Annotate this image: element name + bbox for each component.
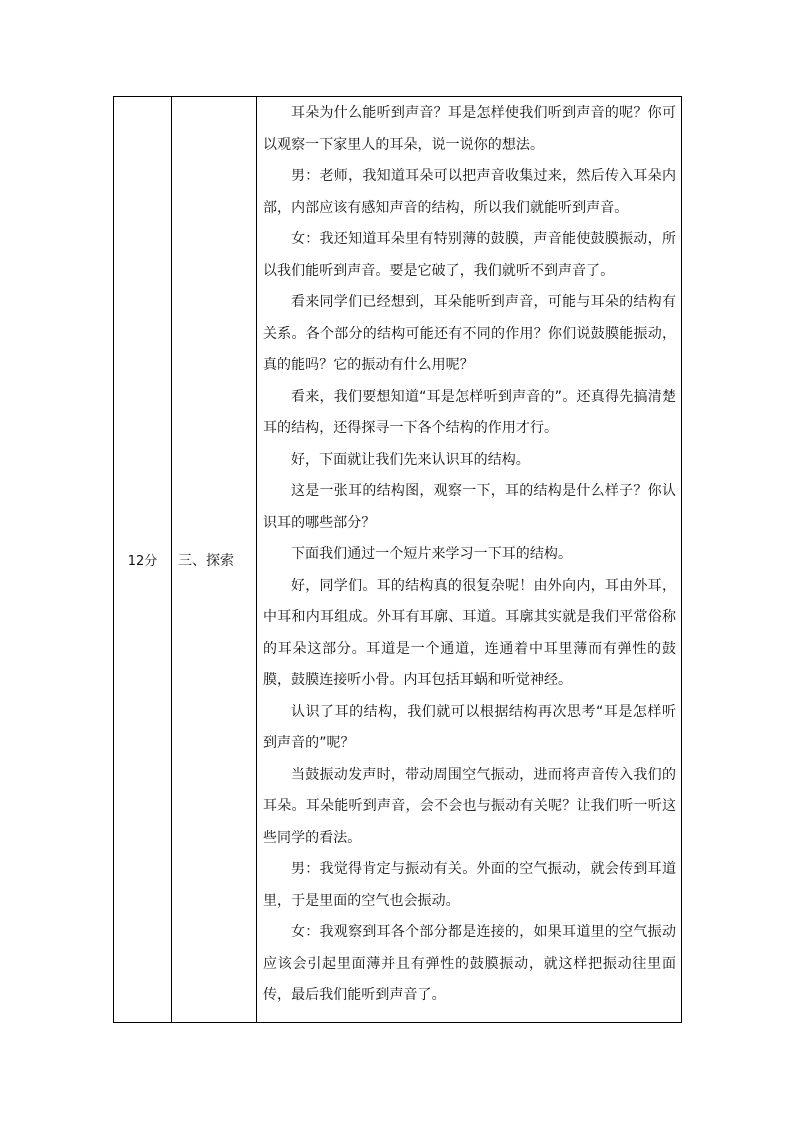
content-cell <box>257 97 682 1023</box>
paragraph: 男：我觉得肯定与振动有关。外面的空气振动，就会传到耳道里，于是里面的空气也会振动。 <box>263 861 676 909</box>
paragraph: 耳朵为什么能听到声音？耳是怎样使我们听到声音的呢？你可以观察一下家里人的耳朵，说一说你的想法。 <box>263 105 676 153</box>
paragraph: 男：老师，我知道耳朵可以把声音收集过来，然后传入耳朵内部，内部应该有感知声音的结构，所以我们就能听到声音。 <box>263 168 676 216</box>
time-allocation-cell: 12分 <box>114 97 172 1023</box>
paragraph: 好，下面就让我们先来认识耳的结构。 <box>291 451 530 468</box>
paragraph: 女：我还知道耳朵里有特别薄的鼓膜，声音能使鼓膜振动，所以我们能听到声音。要是它破了，我们就听不到声音了。 <box>263 231 676 279</box>
paragraph: 好，同学们。耳的结构真的很复杂呢！由外向内，耳由外耳，中耳和内耳组成。外耳有耳廓、耳道。耳廓其实就是我们平常俗称的耳朵这部分。耳道是一个通道，连通着中耳里薄而有弹性的鼓膜，鼓膜连接听小骨。内耳包括耳蜗和听觉神经。 <box>263 577 676 688</box>
lesson-plan-table <box>113 96 682 1023</box>
section-title-cell: 三、探索 <box>172 97 257 1023</box>
paragraph: 这是一张耳的结构图，观察一下，耳的结构是什么样子？你认识耳的哪些部分？ <box>263 483 676 531</box>
table-row <box>114 97 682 1023</box>
paragraph: 女：我观察到耳各个部分都是连接的，如果耳道里的空气振动应该会引起里面薄并且有弹性的鼓膜振动，就这样把振动往里面传，最后我们能听到声音了。 <box>263 924 676 1003</box>
paragraph: 看来，我们要想知道“耳是怎样听到声音的”。还真得先搞清楚耳的结构，还得探寻一下各个结构的作用才行。 <box>263 388 676 436</box>
paragraph: 下面我们通过一个短片来学习一下耳的结构。 <box>291 546 572 562</box>
paragraph: 认识了耳的结构，我们就可以根据结构再次思考“耳是怎样听到声音的”呢？ <box>263 703 676 751</box>
paragraph: 当鼓振动发声时，带动周围空气振动，进而将声音传入我们的耳朵。耳朵能听到声音，会不会也与振动有关呢？让我们听一听这些同学的看法。 <box>263 766 676 846</box>
paragraph: 看来同学们已经想到，耳朵能听到声音，可能与耳朵的结构有关系。各个部分的结构可能还有不同的作用？你们说鼓膜能振动，真的能吗？它的振动有什么用呢？ <box>263 294 676 373</box>
